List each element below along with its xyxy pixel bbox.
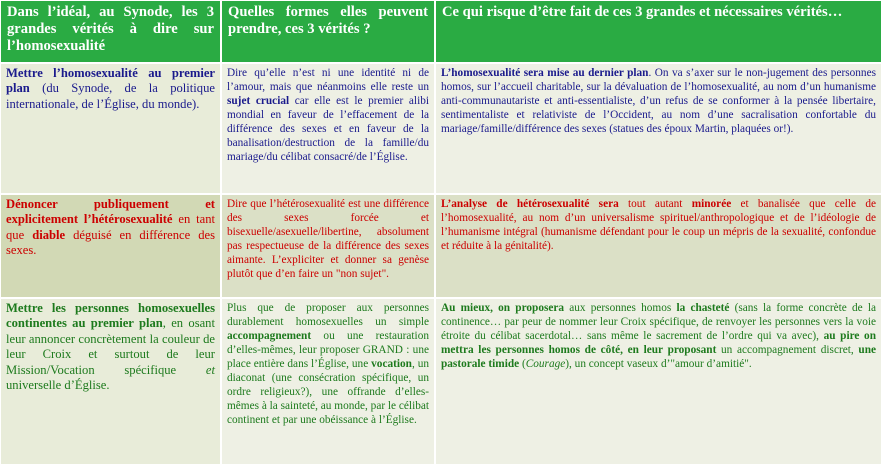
row2-truth-bold1: Dénoncer publiquement et explicitement l’hétérosexualité	[6, 197, 215, 227]
row3-truth-italic: et	[205, 362, 215, 377]
row3-truth-text1: , en osant leur annoncer concrètement la couleur de leur Croix et surtout de leur Mission/Vocation spécifique	[6, 316, 215, 377]
row3-risks-italic: Courage	[525, 358, 566, 370]
row1-forms-text2: car elle est le premier alibi mondial en faveur de l’effacement de la différence des sexes et en faveur de la banalisation/destruction de la famille/du mariage/du célibat consacré/de l’Église.	[227, 95, 430, 163]
row2-truth-text2: déguisé en différence des sexes.	[6, 227, 215, 258]
row2-truth-bold2: diable	[32, 227, 66, 242]
row1-risks-cell	[435, 63, 882, 194]
header-ideal-truths: Dans l’idéal, au Synode, les 3 grandes vérités à dire sur l’homosexualité	[0, 0, 221, 63]
row2-risks-text2: et banalisée que celle de l’homosexualité, au nom d’un universalisme spirituel/anthropologique et de l’idéologie de l’humanisme intégral (humanisme défendant pour le coup un mépris de la sexualité, confondue et réduite à la génitalité).	[441, 198, 876, 252]
table-header-row	[0, 0, 882, 63]
row1-forms-cell	[221, 63, 435, 194]
row2-forms-cell	[221, 194, 435, 298]
row1-forms-bold: sujet crucial	[227, 95, 290, 107]
row3-risks-bold3: au pire on mettra les personnes homos de côté, en leur proposant	[441, 330, 876, 356]
row2-truth-text1: en tant que	[6, 212, 215, 242]
table-row-continent-persons	[0, 298, 882, 465]
row2-risks-bold2: minorée	[691, 198, 732, 210]
row3-risks-text1: aux personnes homos	[564, 302, 677, 314]
row3-truth-bold: Mettre les personnes homosexuelles continentes au premier plan	[6, 301, 215, 331]
row1-forms-text1: Dire qu’elle n’est ni une identité ni de l’amour, mais que néanmoins elle reste un	[227, 67, 429, 93]
header-risks: Ce qui risque d’être fait de ces 3 grandes et nécessaires vérités…	[435, 0, 882, 63]
row3-risks-text2: (sans la forme concrète de la continence… par peur de nommer leur Croix spécifique, de renvoyer les personnes vers la voie étroite du célibat sacerdotal… sans même le sacrement de l’ordre qui va avec),	[441, 302, 876, 342]
row2-risks-text1: tout autant	[618, 198, 692, 210]
row2-risks-bold1: L’analyse de hétérosexualité sera	[441, 198, 619, 210]
row3-risks-text5: ), un concept vaseux d’"amour d’amitié".	[565, 358, 752, 370]
row1-truth-cell	[0, 63, 221, 194]
row3-risks-bold1: Au mieux, on proposera	[441, 302, 565, 314]
header-forms: Quelles formes elles peuvent prendre, ces 3 vérités ?	[221, 0, 435, 63]
row1-risks-text: . On va s’axer sur le non-jugement des personnes homos, sur l’accueil charitable, sur la dévaluation de l’homosexualité, au nom d’un humanisme anti-communautariste et anti-essentialiste, d’un refus de se conformer à la pensée libertaire, sentimentaliste et relativiste de l’Occident, au nom d’une sacralisation confortable du mariage/famille/différence des sexes (statues des époux Martin, plaquées or!).	[441, 67, 876, 135]
row1-risks-bold: L’homosexualité sera mise au dernier plan	[441, 67, 649, 79]
row2-truth-cell	[0, 194, 221, 298]
row3-forms-text3: , un diaconat (une consécration spécifique, un ordre religieux?), une offrande d’elles-mêmes à la sainteté, au monde, par le célibat continent et par une obéissance à l’Église.	[227, 358, 430, 426]
row3-risks-bold4: une pastorale timide	[441, 344, 876, 370]
table-row-homosexuality	[0, 63, 882, 194]
row3-risks-text3: un accompagnement discret,	[716, 344, 859, 356]
row3-forms-text2: ou une restauration d’elles-mêmes, leur proposer GRAND : une place entière dans l’Église, une	[227, 330, 429, 370]
row3-forms-text1: Plus que de proposer aux personnes durablement homosexuelles un simple	[227, 302, 429, 328]
row3-truth-cell	[0, 298, 221, 465]
row3-truth-text2: universelle d’Église.	[6, 378, 110, 393]
row3-forms-bold1: accompagnement	[227, 330, 312, 342]
row3-risks-bold2: la chasteté	[676, 302, 730, 314]
table-row-heterosexuality	[0, 194, 882, 298]
row3-forms-bold2: vocation	[371, 358, 412, 370]
row3-risks-cell	[435, 298, 882, 465]
row3-risks-text4: (	[519, 358, 526, 370]
row2-forms-text: Dire que l’hétérosexualité est une différence des sexes forcée et bisexuelle/asexuelle/libertine, absolument pas respectueuse de la différence des sexes aimante. L’expliciter et donner sa genèse plutôt que d’en faire un "non sujet".	[227, 198, 429, 280]
row3-forms-cell	[221, 298, 435, 465]
row2-risks-cell	[435, 194, 882, 298]
row1-truth-bold: Mettre l’homosexualité au premier plan	[6, 66, 215, 96]
row1-truth-text: (du Synode, de la politique internationale, de l’Église, du monde).	[6, 81, 215, 111]
